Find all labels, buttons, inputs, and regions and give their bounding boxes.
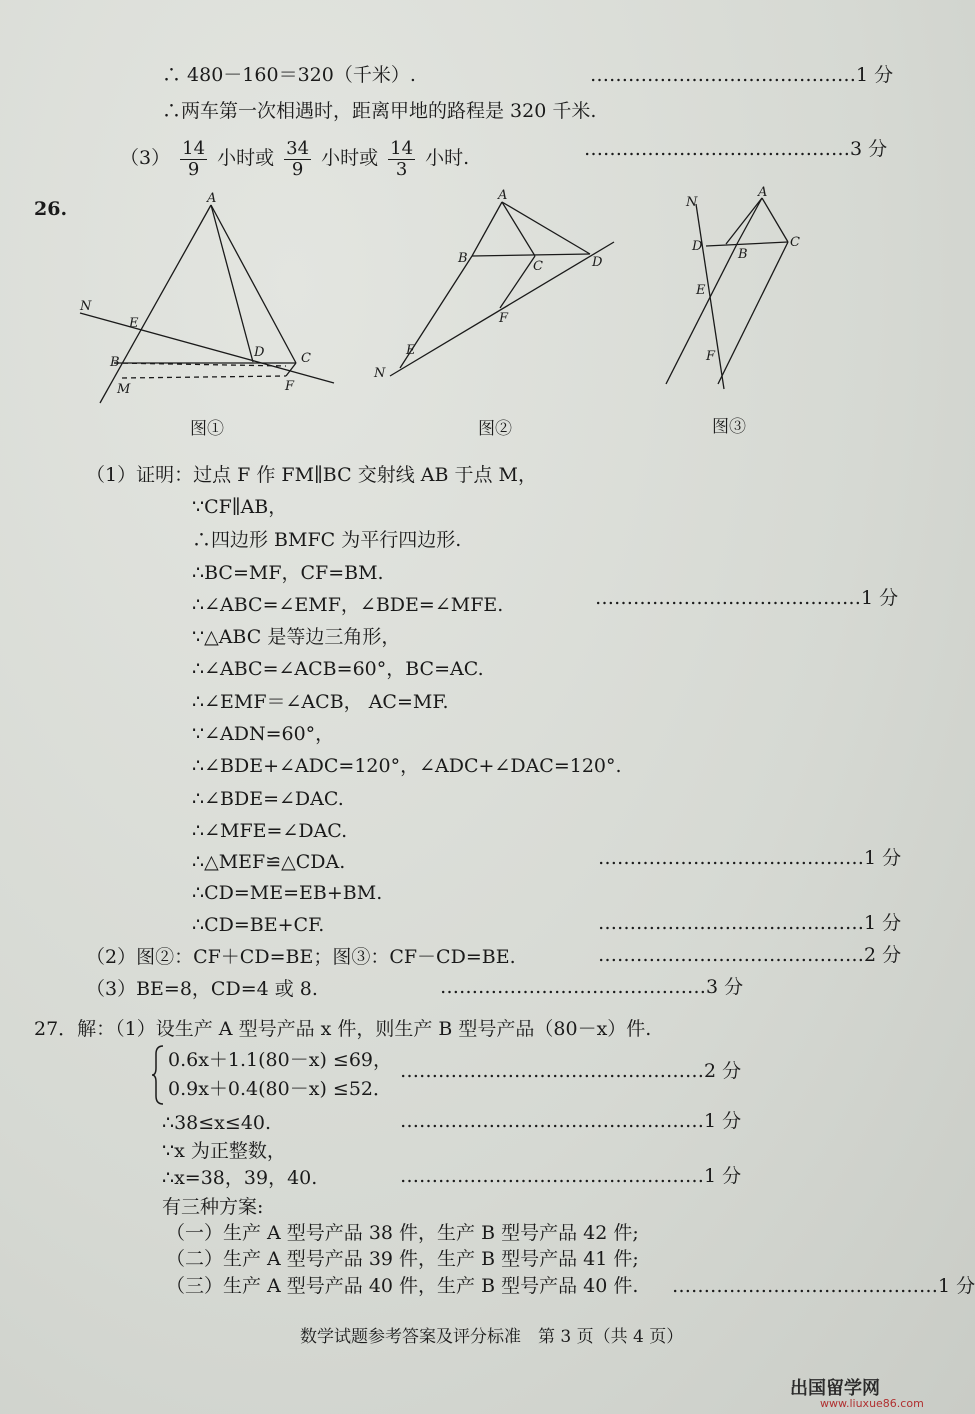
q26-line-12: ∴∠MFE=∠DAC. [192, 820, 348, 842]
q26-line-8: ∴∠EMF＝∠ACB， AC=MF. [192, 691, 449, 713]
fig1-label-F: F [285, 379, 295, 394]
q26-score-1: ……………………………………1 分 [595, 587, 899, 609]
q26-line-4: ∴BC=MF，CF=BM. [192, 562, 384, 584]
fig1-dashed-MF [122, 376, 286, 378]
fig3-label-E: E [696, 283, 706, 298]
figure-2 [370, 188, 620, 398]
q26-score-3: ……………………………………1 分 [598, 912, 902, 934]
q27-plan-1: （一）生产 A 型号产品 38 件，生产 B 型号产品 42 件; [166, 1222, 639, 1244]
fig2-ray-N [390, 242, 614, 376]
fig1-label-D: D [254, 345, 265, 360]
brace-icon [150, 1044, 166, 1106]
fig2-label-F: F [499, 311, 509, 326]
caption-figure-1: 图① [190, 419, 224, 439]
q25-part3 [120, 136, 469, 184]
fig1-label-N: N [80, 299, 92, 314]
q25-mid1: 小时或 [217, 147, 275, 169]
q26-line-11: ∴∠BDE=∠DAC. [192, 788, 344, 810]
q26-line-15: ∴CD=BE+CF. [192, 914, 325, 936]
fig1-ray-N [80, 313, 334, 383]
q26-line-17: （3）BE=8，CD=4 或 8. [86, 978, 318, 1000]
q26-line-5: ∴∠ABC=∠EMF，∠BDE=∠MFE. [192, 594, 504, 616]
q26-line-9: ∵∠ADN=60°， [192, 723, 335, 745]
q25-end3: 小时. [425, 147, 470, 169]
fig2-label-B: B [458, 251, 468, 266]
fraction-34-9: $\frac{34}{9}$ [286, 137, 310, 180]
fig3-label-A: A [758, 185, 768, 200]
q27-line-integer: ∵x 为正整数， [162, 1140, 286, 1162]
figure-3 [676, 184, 816, 404]
q27-plans-title: 有三种方案: [162, 1196, 264, 1218]
q27-score-inequality: …………………………………………2 分 [400, 1060, 742, 1082]
fig1-line-A-extended [100, 205, 211, 403]
q27-score-plan: ……………………………………1 分 [672, 1275, 975, 1297]
fig2-line-BD [472, 254, 590, 256]
fig3-line-AC [762, 198, 788, 242]
q27-plan-2: （二）生产 A 型号产品 39 件，生产 B 型号产品 41 件; [166, 1248, 639, 1270]
q25-line2: ∴两车第一次相遇时，距离甲地的路程是 320 千米. [162, 100, 597, 122]
q27-inequality-2: 0.9x＋0.4(80－x) ≤52． [168, 1078, 393, 1100]
q27-line-range: ∴38≤x≤40. [162, 1112, 272, 1134]
q27-score-range: …………………………………………1 分 [400, 1110, 742, 1132]
fig2-label-C: C [533, 259, 543, 274]
q26-line-3: ∴四边形 BMFC 为平行四边形. [192, 529, 462, 551]
page-footer: 数学试题参考答案及评分标准 第 3 页（共 4 页） [300, 1327, 684, 1347]
q26-line-10: ∴∠BDE+∠ADC=120°，∠ADC+∠DAC=120°. [192, 755, 622, 777]
fig3-label-B: B [738, 247, 748, 262]
q27-plan-3: （三）生产 A 型号产品 40 件，生产 B 型号产品 40 件. [166, 1275, 639, 1297]
q26-line-2: ∵CF∥AB， [192, 496, 288, 518]
q26-line-16: （2）图②：CF＋CD=BE；图③：CF－CD=BE. [86, 946, 516, 968]
fig3-label-D: D [692, 239, 703, 254]
fig2-line-AD [502, 202, 590, 254]
figure-1 [70, 190, 350, 415]
q25-mid2: 小时或 [321, 147, 379, 169]
q26-score-5: ……………………………………3 分 [440, 976, 744, 998]
q26-number: 26. [34, 198, 68, 220]
fig3-line-AD [726, 198, 762, 244]
caption-figure-2: 图② [478, 419, 512, 439]
q26-line-6: ∵△ABC 是等边三角形， [192, 626, 401, 648]
fig3-line-CF [718, 242, 788, 384]
fig2-label-D: D [592, 255, 603, 270]
q26-line-13: ∴△MEF≌△CDA. [192, 851, 346, 873]
fig3-line-BE [666, 242, 738, 384]
fig1-line-CF [286, 363, 296, 376]
fig1-label-A: A [207, 191, 217, 206]
fig2-label-N: N [374, 366, 386, 381]
fig1-line-AC [211, 205, 296, 363]
watermark-brand: 出国留学网 [790, 1378, 880, 1399]
fig1-label-B: B [110, 355, 120, 370]
fraction-14-9: $\frac{14}{9}$ [182, 137, 206, 180]
fig2-line-AB [472, 202, 502, 256]
q27-line-1: 27．解：（1）设生产 A 型号产品 x 件，则生产 B 型号产品（80－x）件. [34, 1018, 652, 1040]
fig1-label-E: E [129, 316, 139, 331]
fraction-14-3: $\frac{14}{3}$ [390, 137, 414, 180]
q27-inequality-1: 0.6x＋1.1(80－x) ≤69， [168, 1049, 393, 1071]
fig1-line-AD [211, 205, 253, 362]
q27-line-values: ∴x=38，39，40. [162, 1167, 318, 1189]
fig3-line-DC [706, 242, 788, 246]
q26-line-14: ∴CD=ME=EB+BM. [192, 882, 383, 904]
q26-score-2: ……………………………………1 分 [598, 847, 902, 869]
q25-part3-label: （3） [120, 147, 171, 169]
q25-line1: ∴ 480－160＝320（千米）. [162, 64, 416, 86]
fig2-label-E: E [406, 343, 416, 358]
q25-score3: ……………………………………3 分 [584, 138, 888, 160]
fig1-label-C: C [301, 351, 311, 366]
watermark-url: www.liuxue86.com [820, 1397, 924, 1410]
q26-line-7: ∴∠ABC=∠ACB=60°，BC=AC. [192, 658, 484, 680]
q26-line-1: （1）证明：过点 F 作 FM∥BC 交射线 AB 于点 M， [86, 464, 537, 486]
q27-score-values: …………………………………………1 分 [400, 1165, 742, 1187]
fig2-label-A: A [498, 188, 508, 203]
q26-score-4: ……………………………………2 分 [598, 944, 902, 966]
caption-figure-3: 图③ [712, 417, 746, 437]
fig3-label-C: C [790, 235, 800, 250]
fig2-line-AC [502, 202, 535, 256]
fig3-label-F: F [706, 349, 716, 364]
q25-score1: ……………………………………1 分 [590, 64, 894, 86]
fig1-label-M: M [117, 382, 131, 397]
fig3-line-AB [738, 198, 762, 242]
fig3-label-N: N [686, 195, 698, 210]
